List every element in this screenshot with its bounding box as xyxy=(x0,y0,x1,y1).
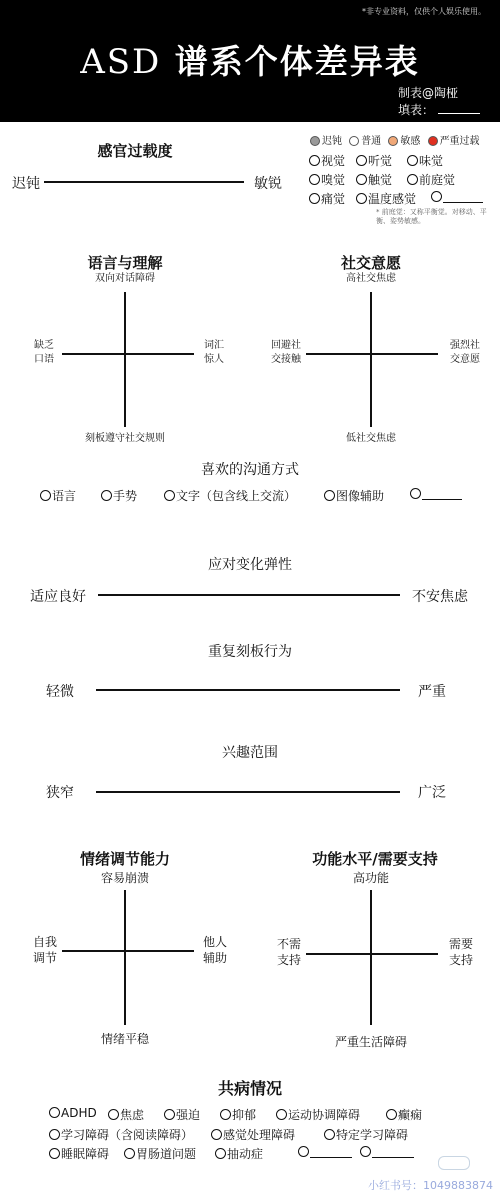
comm-option-gesture[interactable] xyxy=(101,487,137,504)
option-label: 特定学习障碍 xyxy=(336,1128,409,1142)
checkbox-circle-icon xyxy=(360,1146,371,1157)
change-scale-line[interactable] xyxy=(98,594,400,596)
checkbox-circle-icon xyxy=(164,490,175,501)
language-bottom-label: 刻板遵守社交规则 xyxy=(85,433,165,444)
filler-line xyxy=(398,101,480,118)
function-top-label: 高功能 xyxy=(352,871,389,885)
checkbox-circle-icon xyxy=(309,193,320,204)
maker-credit: 制表@陶桠 xyxy=(398,86,459,100)
social-bottom-label: 低社交焦虑 xyxy=(346,433,396,444)
social-right-label: 强烈社 交意愿 xyxy=(450,340,480,365)
comm-option-image[interactable] xyxy=(324,487,384,504)
change-right-label: 不安焦虑 xyxy=(412,589,468,605)
page-title xyxy=(0,36,500,83)
senses-left-label: 迟钝 xyxy=(12,176,40,192)
legend xyxy=(310,132,484,147)
checkbox-circle-icon xyxy=(309,155,320,166)
option-label: 睡眠障碍 xyxy=(61,1147,110,1161)
sense-option-pain[interactable] xyxy=(309,190,345,207)
senses-scale-line[interactable] xyxy=(44,181,244,183)
function-vertical-axis[interactable] xyxy=(370,890,372,1025)
comorbid-option-spd[interactable] xyxy=(211,1126,295,1143)
comorbid-option-adhd[interactable] xyxy=(49,1106,97,1120)
checkbox-circle-icon xyxy=(49,1148,60,1159)
legend-dot-dull xyxy=(310,136,320,146)
sense-option-taste[interactable] xyxy=(407,152,443,169)
comorbid-option-learning[interactable] xyxy=(49,1126,193,1143)
option-label: 癫痫 xyxy=(398,1108,423,1122)
option-label: ADHD xyxy=(61,1106,97,1120)
legend-label: 严重过载 xyxy=(439,136,480,147)
interests-right-label: 广泛 xyxy=(418,785,446,801)
checkbox-circle-icon xyxy=(164,1109,175,1120)
option-label: 抽动症 xyxy=(227,1147,264,1161)
option-label: 温度感觉 xyxy=(368,192,417,206)
comorbid-option-ocd[interactable] xyxy=(164,1106,200,1123)
legend-label: 普通 xyxy=(361,136,382,147)
social-top-label: 高社交焦虑 xyxy=(346,273,396,284)
option-label: 胃肠道问题 xyxy=(136,1147,197,1161)
option-label: 文字（包含线上交流） xyxy=(176,489,297,503)
option-label: 视觉 xyxy=(321,154,346,168)
interests-scale-line[interactable] xyxy=(96,791,400,793)
emotion-right-label: 他人 辅助 xyxy=(202,935,227,965)
language-horizontal-axis[interactable] xyxy=(62,353,194,355)
watermark-text: 小红书号：1049883874 xyxy=(368,1179,493,1192)
checkbox-circle-icon xyxy=(101,490,112,501)
option-label: 前庭觉 xyxy=(419,173,456,187)
sense-option-vision[interactable] xyxy=(309,152,345,169)
function-horizontal-axis[interactable] xyxy=(306,953,438,955)
checkbox-circle-icon xyxy=(356,155,367,166)
sense-option-smell[interactable] xyxy=(309,171,345,188)
language-vertical-axis[interactable] xyxy=(124,292,126,427)
language-right-label: 词汇 惊人 xyxy=(204,340,224,365)
senses-right-label: 敏锐 xyxy=(254,176,282,192)
option-label: 嗅觉 xyxy=(321,173,346,187)
checkbox-circle-icon xyxy=(356,193,367,204)
filler-blank[interactable] xyxy=(438,102,480,114)
comorbid-option-gi[interactable] xyxy=(124,1145,196,1162)
sense-option-other[interactable] xyxy=(431,190,483,204)
option-label: 感觉处理障碍 xyxy=(223,1128,296,1142)
social-horizontal-axis[interactable] xyxy=(306,353,438,355)
social-vertical-axis[interactable] xyxy=(370,292,372,427)
comorbid-option-epilepsy[interactable] xyxy=(386,1106,422,1123)
senses-title: 感官过载度 xyxy=(97,142,173,160)
legend-dot-sensitive xyxy=(388,136,398,146)
blank-field[interactable] xyxy=(422,488,462,500)
sense-option-vestibular[interactable] xyxy=(407,171,455,188)
repetitive-scale-line[interactable] xyxy=(96,689,400,691)
social-title: 社交意愿 xyxy=(340,254,401,272)
title-prefix: ASD xyxy=(80,42,162,82)
option-label: 听觉 xyxy=(368,154,393,168)
checkbox-circle-icon xyxy=(49,1107,60,1118)
checkbox-circle-icon xyxy=(220,1109,231,1120)
checkbox-circle-icon xyxy=(386,1109,397,1120)
option-label: 图像辅助 xyxy=(336,489,385,503)
legend-dot-overload xyxy=(428,136,438,146)
watermark-logo-icon xyxy=(438,1156,470,1170)
repetitive-left-label: 轻微 xyxy=(46,684,74,700)
language-left-label: 缺乏 口语 xyxy=(34,340,54,365)
language-title: 语言与理解 xyxy=(87,254,163,272)
communication-title: 喜欢的沟通方式 xyxy=(201,462,299,478)
comorbid-option-other-1[interactable] xyxy=(298,1145,352,1159)
comorbid-option-tic[interactable] xyxy=(215,1145,263,1162)
legend-dot-normal xyxy=(349,136,359,146)
legend-label: 迟钝 xyxy=(322,136,342,147)
checkbox-circle-icon xyxy=(40,490,51,501)
interests-title: 兴趣范围 xyxy=(222,745,278,761)
function-right-label: 需要 支持 xyxy=(448,937,473,967)
comorbid-option-depression[interactable] xyxy=(220,1106,256,1123)
filler-label: 填表： xyxy=(398,103,435,117)
senses-footnote: * 前庭觉：又称平衡觉。对移动、平衡、姿势敏感。 xyxy=(376,208,487,225)
function-bottom-label: 严重生活障碍 xyxy=(334,1035,407,1049)
checkbox-circle-icon xyxy=(407,155,418,166)
comm-option-speech[interactable] xyxy=(40,487,76,504)
checkbox-circle-icon xyxy=(410,488,421,499)
comorbid-option-other-2[interactable] xyxy=(360,1145,414,1159)
blank-field[interactable] xyxy=(443,191,483,203)
comorbid-option-sleep[interactable] xyxy=(49,1145,109,1162)
header-banner xyxy=(0,0,500,122)
change-left-label: 适应良好 xyxy=(30,589,86,605)
blank-field[interactable] xyxy=(310,1146,352,1158)
language-top-label: 双向对话障碍 xyxy=(95,273,155,284)
comm-option-text[interactable] xyxy=(164,487,296,504)
option-label: 学习障碍（含阅读障碍） xyxy=(61,1128,194,1142)
checkbox-circle-icon xyxy=(324,1129,335,1140)
title-main: 谱系个体差异表 xyxy=(161,42,420,81)
option-label: 运动协调障碍 xyxy=(288,1108,361,1122)
comorbid-title: 共病情况 xyxy=(217,1079,282,1098)
comorbid-option-anxiety[interactable] xyxy=(108,1106,144,1123)
checkbox-circle-icon xyxy=(298,1146,309,1157)
emotion-bottom-label: 情绪平稳 xyxy=(100,1032,149,1046)
checkbox-circle-icon xyxy=(108,1109,119,1120)
option-label: 抑郁 xyxy=(232,1108,257,1122)
checkbox-circle-icon xyxy=(407,174,418,185)
checkbox-circle-icon xyxy=(215,1148,226,1159)
function-title: 功能水平/需要支持 xyxy=(312,850,438,868)
option-label: 味觉 xyxy=(419,154,444,168)
comm-option-other[interactable] xyxy=(410,487,462,501)
change-title: 应对变化弹性 xyxy=(208,557,292,573)
checkbox-circle-icon xyxy=(49,1129,60,1140)
checkbox-circle-icon xyxy=(309,174,320,185)
emotion-horizontal-axis[interactable] xyxy=(62,950,194,952)
emotion-left-label: 自我 调节 xyxy=(32,935,57,965)
checkbox-circle-icon xyxy=(276,1109,287,1120)
checkbox-circle-icon xyxy=(324,490,335,501)
blank-field[interactable] xyxy=(372,1146,414,1158)
option-label: 痛觉 xyxy=(321,192,346,206)
checkbox-circle-icon xyxy=(124,1148,135,1159)
sense-option-touch[interactable] xyxy=(356,171,392,188)
option-label: 触觉 xyxy=(368,173,393,187)
sense-option-hearing[interactable] xyxy=(356,152,392,169)
option-label: 手势 xyxy=(113,489,138,503)
option-label: 语言 xyxy=(52,489,77,503)
checkbox-circle-icon xyxy=(356,174,367,185)
repetitive-right-label: 严重 xyxy=(418,684,446,700)
social-left-label: 回避社 交接触 xyxy=(271,340,301,365)
sense-option-temperature[interactable] xyxy=(356,190,416,207)
interests-left-label: 狭窄 xyxy=(46,785,74,801)
function-left-label: 不需 支持 xyxy=(276,937,301,967)
legend-label: 敏感 xyxy=(400,136,421,147)
comorbid-option-dcd[interactable] xyxy=(276,1106,360,1123)
emotion-vertical-axis[interactable] xyxy=(124,890,126,1025)
emotion-top-label: 容易崩溃 xyxy=(100,871,149,885)
emotion-title: 情绪调节能力 xyxy=(79,850,170,868)
checkbox-circle-icon xyxy=(211,1129,222,1140)
checkbox-circle-icon xyxy=(431,191,442,202)
disclaimer-note: *非专业资料，仅供个人娱乐使用。 xyxy=(362,7,486,16)
repetitive-title: 重复刻板行为 xyxy=(208,644,292,660)
option-label: 焦虑 xyxy=(120,1108,145,1122)
comorbid-option-sld[interactable] xyxy=(324,1126,408,1143)
option-label: 强迫 xyxy=(176,1108,201,1122)
